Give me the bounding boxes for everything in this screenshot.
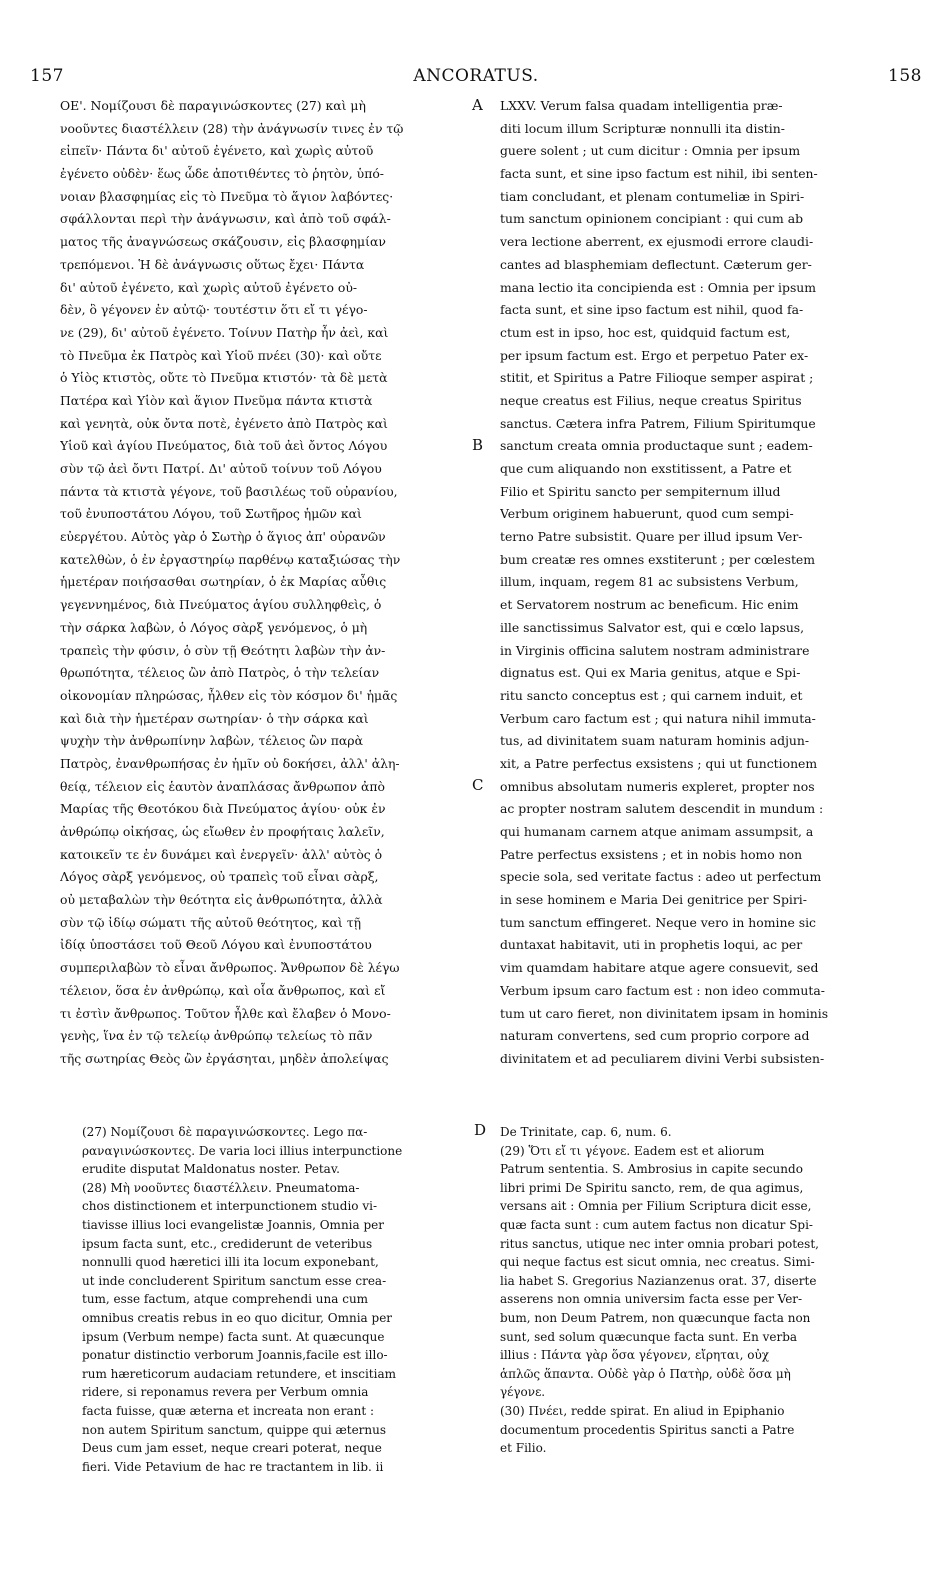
page-number-left: 157 — [30, 66, 64, 86]
latin-text-line: LXXV. Verum falsa quadam intelligentia præ- — [500, 98, 783, 113]
greek-text-line: σφάλλονται περὶ τὴν ἀνάγνωσιν, καὶ ἀπὸ τοῦ σφάλ- — [60, 211, 391, 227]
latin-text-line: que cum aliquando non exstitissent, a Patre et — [500, 461, 792, 476]
footnote-line: Deus cum jam esset, neque creari poterat, neque — [82, 1441, 382, 1456]
greek-text-line: οἰκονομίαν πληρώσας, ἦλθεν εἰς τὸν κόσμον δι' ἡμᾶς — [60, 687, 398, 703]
running-header — [30, 66, 922, 90]
greek-text-line: τὸ Πνεῦμα ἐκ Πατρὸς καὶ Υἱοῦ πνέει (30)· καὶ οὔτε — [60, 347, 382, 363]
latin-text-line: guere solent ; ut cum dicitur : Omnia per ipsum — [500, 143, 801, 159]
latin-text-line: ac propter nostram salutem descendit in mundum : — [500, 801, 824, 817]
latin-text-line: tiam concludant, et plenam contumeliæ in Spiri- — [500, 188, 805, 204]
footnote-line: et Filio. — [500, 1441, 547, 1456]
latin-text-line: in Virginis officina salutem nostram administrare — [500, 642, 810, 658]
latin-text-line: tum sanctum effingeret. Neque vero in homine sic — [500, 914, 816, 930]
footnote-line: non autem Spiritum sanctum, quippe qui æternus — [82, 1422, 387, 1437]
latin-text-line: stitit, et Spiritus a Patre Filioque semper aspirat ; — [500, 370, 814, 386]
footnote-line: (28) Μὴ νοοῦντες διαστέλλειν. Pneumatoma- — [82, 1180, 360, 1195]
latin-text-line: illum, inquam, regem 81 ac subsistens Verbum, — [500, 574, 799, 590]
greek-text-line: νε (29), δι' αὐτοῦ ἐγένετο. Τοίνυν Πατὴρ ἦν ἀεὶ, καὶ — [60, 324, 389, 340]
footnote-line: erudite disputat Maldonatus noster. Petav. — [82, 1162, 340, 1177]
footnote-line: (27) Νομίζουσι δὲ παραγινώσκοντες. Lego πα- — [82, 1125, 368, 1139]
greek-text-line: νοιαν βλασφημίας εἰς τὸ Πνεῦμα τὸ ἅγιον λαβόντες· — [60, 188, 394, 204]
greek-text-line: οὐ μεταβαλὼν τὴν θεότητα εἰς ἀνθρωπότητα, ἀλλὰ — [60, 892, 383, 908]
greek-text-line: τρεπόμενοι. Ἡ δὲ ἀνάγνωσις οὕτως ἔχει· Πάντα — [60, 256, 365, 272]
latin-text-line: in sese hominem e Maria Dei genitrice per Spiri- — [500, 892, 807, 908]
greek-text-line: τῆς σωτηρίας Θεὸς ὢν ἐργάσηται, μηδὲν ἀπολείψας — [60, 1050, 389, 1066]
footnote-line: asserens non omnia universim facta esse per Ver- — [500, 1292, 803, 1307]
running-title: ANCORATUS. — [413, 66, 539, 86]
latin-text-line: tum sanctum opinionem concipiant : qui cum ab — [500, 211, 804, 227]
greek-text-line: ματος τῆς ἀναγνώσεως σκάζουσιν, εἰς βλασφημίαν — [60, 234, 386, 250]
greek-text-line: τὴν σάρκα λαβὼν, ὁ Λόγος σὰρξ γενόμενος, ὁ μὴ — [60, 619, 368, 635]
footnote-line: ritus sanctus, utique nec inter omnia probari potest, — [500, 1236, 819, 1251]
greek-text-line: ἀνθρώπῳ οἰκήσας, ὡς εἴωθεν ἐν προφήταις λαλεῖν, — [60, 824, 385, 839]
greek-text-line: ψυχὴν τὴν ἀνθρωπίνην λαβὼν, τέλειος ὢν παρὰ — [60, 733, 363, 749]
greek-text-line: ὁ Υἱὸς κτιστὸς, οὔτε τὸ Πνεῦμα κτιστόν· τὰ δὲ μετὰ — [60, 370, 388, 386]
latin-text-line: sanctum creata omnia productaque sunt ; eadem- — [500, 438, 813, 454]
latin-text-line: ctum est in ipso, hoc est, quidquid factum est, — [500, 324, 791, 340]
latin-text-line: vim quamdam habitare atque agere consuevit, sed — [500, 960, 819, 976]
footnote-line: illius : Πάντα γὰρ ὅσα γέγονεν, εἴρηται, οὐχ — [500, 1348, 770, 1363]
latin-text-line: tum ut caro fieret, non divinitatem ipsam in hominis — [500, 1005, 829, 1021]
greek-text-line: ἰδίᾳ ὑποστάσει τοῦ Θεοῦ Λόγου καὶ ἐνυποστάτου — [60, 937, 372, 953]
footnote-line: quæ facta sunt : cum autem factus non dicatur Spi- — [500, 1217, 813, 1232]
margin-marker-c: C — [472, 776, 484, 794]
latin-text-line: tus, ad divinitatem suam naturam hominis adjun- — [500, 733, 810, 749]
greek-text-line: τέλειον, ὅσα ἐν ἀνθρώπῳ, καὶ οἷα ἄνθρωπος, καὶ εἴ — [60, 982, 386, 998]
latin-text-line: mana lectio ita concipienda est : Omnia per ipsum — [500, 279, 817, 295]
footnotes-left — [82, 1123, 470, 1476]
greek-text-line: Λόγος σὰρξ γενόμενος, οὐ τραπεὶς τοῦ εἶναι σὰρξ, — [60, 869, 379, 885]
greek-text-line: καὶ διὰ τὴν ἡμετέραν σωτηρίαν· ὁ τὴν σάρκα καὶ — [60, 710, 369, 726]
footnote-line: bum, non Deum Patrem, non quæcunque facta non — [500, 1310, 811, 1325]
footnotes-right — [500, 1123, 910, 1458]
margin-marker-d: D — [474, 1121, 487, 1139]
footnote-line: De Trinitate, cap. 6, num. 6. — [500, 1125, 672, 1139]
greek-text-line: τοῦ ἐνυποστάτου Λόγου, τοῦ Σωτῆρος ἡμῶν καὶ — [60, 506, 362, 522]
footnote-line: libri primi De Spiritu sancto, rem, de qua agimus, — [500, 1180, 804, 1195]
footnote-line: qui neque factus est sicut omnia, nec creatus. Simi- — [500, 1255, 815, 1270]
footnote-line: versans ait : Omnia per Filium Scriptura dicit esse, — [500, 1199, 812, 1214]
latin-text-line: ille sanctissimus Salvator est, qui e cœlo lapsus, — [500, 619, 805, 635]
footnote-line: ipsum facta sunt, etc., crediderunt de veteribus — [82, 1236, 373, 1251]
latin-text-line: qui humanam carnem atque animam assumpsit, a — [500, 824, 814, 839]
latin-text-line: cantes ad blasphemiam deflectunt. Cæterum ger- — [500, 256, 812, 272]
greek-text-line: νοοῦντες διαστέλλειν (28) τὴν ἀνάγνωσίν τινες ἐν τῷ — [60, 120, 404, 136]
greek-text-line: καὶ γενητὰ, οὐκ ὄντα ποτὲ, ἐγένετο ἀπὸ Πατρὸς καὶ — [60, 415, 388, 431]
greek-text-line: ἡμετέραν ποιήσασθαι σωτηρίαν, ὁ ἐκ Μαρίας αὖθις — [60, 574, 387, 590]
footnote-line: ραναγινώσκοντες. De varia loci illius interpunctione — [82, 1143, 403, 1158]
latin-text-line: Verbum ipsum caro factum est : non ideo commuta- — [500, 982, 825, 998]
greek-text-line: θείᾳ, τέλειον εἰς ἑαυτὸν ἀναπλάσας ἄνθρωπον ἀπὸ — [60, 778, 385, 794]
footnote-line: tum, esse factum, atque comprehendi una cum — [82, 1292, 369, 1307]
footnote-line: documentum procedentis Spiritus sancti a Patre — [500, 1422, 795, 1437]
latin-text-line: facta sunt, et sine ipso factum est nihil, quod fa- — [500, 302, 804, 318]
greek-text-line: δὲν, ὃ γέγονεν ἐν αὐτῷ· τουτέστιν ὅτι εἴ τι γέγο- — [60, 302, 368, 318]
greek-text-line: σὺν τῷ ἰδίῳ σώματι τῆς αὐτοῦ θεότητος, καὶ τῇ — [60, 914, 361, 930]
footnote-line: facta fuisse, quæ æterna et increata non erant : — [82, 1403, 375, 1418]
greek-text-line: δι' αὐτοῦ ἐγένετο, καὶ χωρὶς αὐτοῦ ἐγένετο οὐ- — [60, 279, 358, 295]
footnote-line: tiavisse illius loci evangelistæ Joannis, Omnia per — [82, 1217, 384, 1232]
latin-text-line: sanctus. Cætera infra Patrem, Filium Spiritumque — [500, 415, 816, 431]
footnote-line: Patrum sententia. S. Ambrosius in capite secundo — [500, 1162, 803, 1177]
latin-text-line: et Servatorem nostrum ac beneficum. Hic enim — [500, 597, 799, 613]
greek-text-line: τι ἐστὶν ἄνθρωπος. Τοῦτον ἦλθε καὶ ἔλαβεν ὁ Μονο- — [60, 1005, 391, 1021]
latin-text-line: ritu sancto conceptus est ; qui carnem induit, et — [500, 687, 803, 703]
footnote-line: ridere, si reponamus revera per Verbum omnia — [82, 1385, 369, 1400]
latin-text-line: naturam convertens, sed cum proprio corpore ad — [500, 1028, 810, 1044]
greek-text-line: ἐγένετο οὐδὲν· ἕως ὧδε ἀποτιθέντες τὸ ῥητὸν, ὑπό- — [60, 166, 384, 182]
latin-text-line: facta sunt, et sine ipso factum est nihil, ibi senten- — [500, 166, 818, 182]
greek-text-line: γεγεννημένος, διὰ Πνεύματος ἁγίου συλληφθεὶς, ὁ — [60, 597, 382, 613]
latin-text-line: bum creatæ res omnes exstiterunt ; per cœlestem — [500, 551, 815, 567]
greek-text-line: Υἱοῦ καὶ ἁγίου Πνεύματος, διὰ τοῦ ἀεὶ ὄντος Λόγου — [60, 438, 388, 454]
footnote-line: chos distinctionem et interpunctionem studio vi- — [82, 1199, 378, 1214]
latin-text-line: terno Patre subsistit. Quare per illud ipsum Ver- — [500, 529, 803, 545]
greek-text-column — [60, 95, 468, 1071]
latin-text-line: Verbum caro factum est ; qui natura nihil immuta- — [500, 710, 816, 726]
latin-text-line: vera lectione aberrent, ex ejusmodi errore claudi- — [500, 234, 814, 250]
latin-text-line: per ipsum factum est. Ergo et perpetuo Pater ex- — [500, 347, 809, 363]
latin-text-column — [500, 95, 908, 1071]
page-number-right: 158 — [888, 66, 922, 86]
greek-text-line: Πατέρα καὶ Υἱὸν καὶ ἅγιον Πνεῦμα πάντα κτιστὰ — [60, 392, 373, 408]
footnote-line: (30) Πνέει, redde spirat. En aliud in Epiphanio — [500, 1403, 785, 1418]
latin-text-line: omnibus absolutam numeris expleret, propter nos — [500, 778, 815, 794]
greek-text-line: συμπεριλαβὼν τὸ εἶναι ἄνθρωπος. Ἄνθρωπον δὲ λέγω — [60, 960, 400, 976]
footnote-line: omnibus creatis rebus in eo quo dicitur, Omnia per — [82, 1310, 393, 1325]
footnote-line: ut inde concluderent Spiritum sanctum esse crea- — [82, 1273, 387, 1288]
greek-text-line: εἰπεῖν· Πάντα δι' αὐτοῦ ἐγένετο, καὶ χωρὶς αὐτοῦ — [60, 143, 374, 159]
margin-marker-a: A — [472, 96, 483, 114]
footnote-line: sunt, sed solum quæcunque facta sunt. En verba — [500, 1329, 798, 1344]
greek-text-line: εὐεργέτου. Αὐτὸς γὰρ ὁ Σωτὴρ ὁ ἅγιος ἀπ' οὐρανῶν — [60, 529, 386, 545]
latin-text-line: specie sola, sed veritate factus : adeo ut perfectum — [500, 869, 822, 885]
greek-text-line: σὺν τῷ ἀεὶ ὄντι Πατρί. Δι' αὐτοῦ τοίνυν τοῦ Λόγου — [60, 461, 382, 476]
footnote-line: (29) Ὅτι εἴ τι γέγονε. Eadem est et aliorum — [500, 1143, 765, 1158]
footnote-line: rum hæreticorum audaciam retundere, et inscitiam — [82, 1366, 396, 1381]
latin-text-line: Patre perfectus exsistens ; et in nobis homo non — [500, 846, 803, 862]
latin-text-line: Filio et Spiritu sancto per sempiternum illud — [500, 483, 781, 499]
footnote-line: ipsum (Verbum nempe) facta sunt. At quæcunque — [82, 1329, 385, 1344]
latin-text-line: diti locum illum Scripturæ nonnulli ita distin- — [500, 120, 785, 136]
greek-text-line: ΟΕ'. Νομίζουσι δὲ παραγινώσκοντες (27) καὶ μὴ — [60, 98, 366, 113]
greek-text-line: Πατρὸς, ἐνανθρωπήσας ἐν ἡμῖν οὐ δοκήσει, ἀλλ' ἀλη- — [60, 755, 400, 771]
greek-text-line: γενὴς, ἵνα ἐν τῷ τελείῳ ἀνθρώπῳ τελείως τὸ πᾶν — [60, 1028, 373, 1044]
latin-text-line: divinitatem et ad peculiarem divini Verbi subsisten- — [500, 1050, 825, 1066]
greek-text-line: τραπεὶς τὴν φύσιν, ὁ σὺν τῇ Θεότητι λαβὼν τὴν ἀν- — [60, 642, 386, 658]
greek-text-line: κατελθὼν, ὁ ἐν ἐργαστηρίῳ παρθένῳ καταξιώσας τὴν — [60, 551, 401, 567]
footnote-line: lia habet S. Gregorius Nazianzenus orat. 37, diserte — [500, 1273, 817, 1288]
latin-text-line: dignatus est. Qui ex Maria genitus, atque e Spi- — [500, 665, 801, 681]
latin-text-line: neque creatus est Filius, neque creatus Spiritus — [500, 392, 802, 408]
footnote-line: γέγονε. — [500, 1385, 546, 1400]
greek-text-line: πάντα τὰ κτιστὰ γέγονε, τοῦ βασιλέως τοῦ οὐρανίου, — [60, 483, 398, 499]
greek-text-line: Μαρίας τῆς Θεοτόκου διὰ Πνεύματος ἁγίου· οὐκ ἐν — [60, 801, 386, 817]
latin-text-line: duntaxat habitavit, uti in prophetis loqui, ac per — [500, 937, 803, 953]
margin-marker-b: B — [472, 436, 484, 454]
footnote-line: ἁπλῶς ἅπαντα. Οὐδὲ γὰρ ὁ Πατὴρ, οὐδὲ ὅσα μὴ — [500, 1366, 791, 1381]
latin-text-line: Verbum originem habuerunt, quod cum sempi- — [500, 506, 794, 522]
greek-text-line: κατοικεῖν τε ἐν δυνάμει καὶ ἐνεργεῖν· ἀλλ' αὐτὸς ὁ — [60, 846, 383, 862]
latin-text-line: xit, a Patre perfectus exsistens ; qui ut functionem — [500, 755, 818, 771]
footnote-line: fieri. Vide Petavium de hac re tractantem in lib. ii — [82, 1459, 384, 1474]
greek-text-line: θρωπότητα, τέλειος ὢν ἀπὸ Πατρὸς, ὁ τὴν τελείαν — [60, 665, 380, 681]
footnote-line: ponatur distinctio verborum Joannis,facile est illo- — [82, 1348, 388, 1363]
footnote-line: nonnulli quod hæretici illi ita locum exponebant, — [82, 1255, 379, 1270]
